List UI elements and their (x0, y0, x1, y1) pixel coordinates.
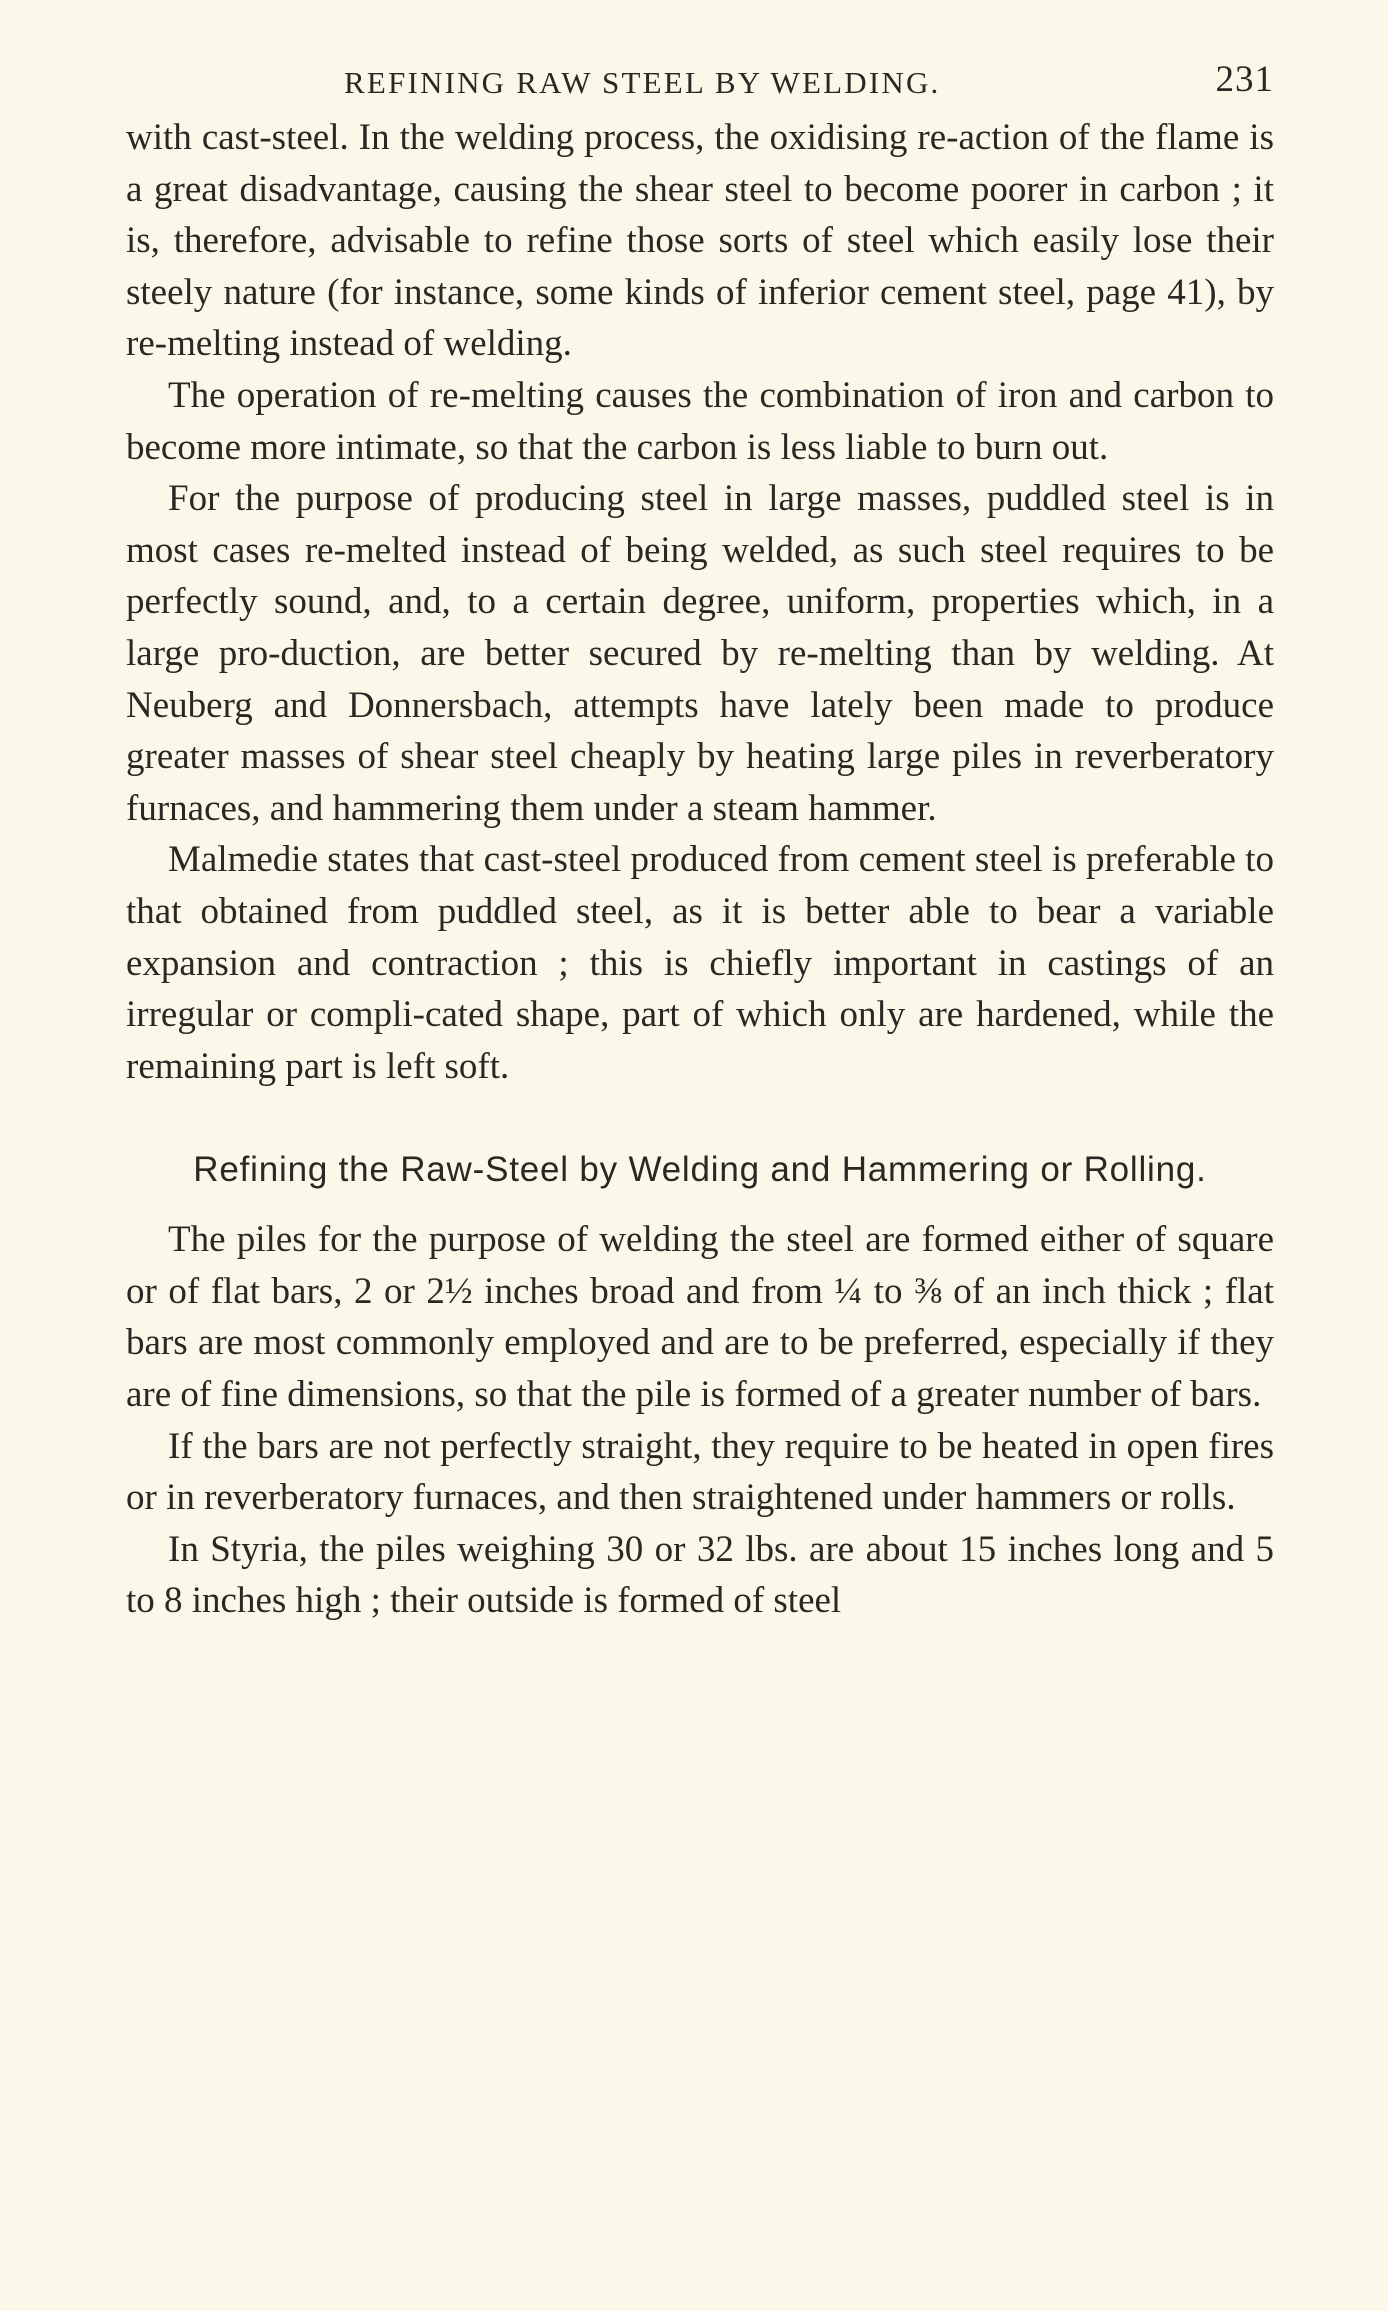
paragraph-large-masses: For the purpose of producing steel in large masses, puddled steel is in most cases re-melted instead of being welded, as such steel requires to be perfectly sound, and, to a certain degree, uniform, properties which, in a large pro-duction, are better secured by re-melting than by welding. At Neuberg and Donnersbach, attempts have lately been made to produce greater masses of shear steel cheaply by heating large piles in reverberatory furnaces, and hammering them under a steam hammer. (126, 478, 1274, 829)
paragraph-re-melting: The operation of re-melting causes the combination of iron and carbon to become more intimate, so that the carbon is less liable to burn out. (126, 374, 1274, 468)
paragraph-styria: In Styria, the piles weighing 30 or 32 lbs. are about 15 inches long and 5 to 8 inches high ; their outside is formed of steel (126, 1528, 1274, 1622)
page-number: 231 (1215, 59, 1274, 100)
paragraph-continuation: with cast-steel. In the welding process, the oxidising re-action of the flame is a great disadvantage, causing the shear steel to become poorer in carbon ; it is, therefore, advisable to refine those sorts of steel which easily lose their steely nature (for instance, some kinds of inferior cement steel, page 41), by re-melting instead of welding. (126, 117, 1274, 365)
running-title: REFINING RAW STEEL BY WELDING. (344, 65, 941, 100)
book-page (126, 52, 1274, 2252)
running-head (126, 52, 1274, 112)
paragraph-straightening: If the bars are not perfectly straight, they require to be heated in open fires or in reverberatory furnaces, and then straightened under hammers or rolls. (126, 1425, 1274, 1519)
section-heading-text: Refining the Raw-Steel by Welding and Hammering or Rolling. (193, 1150, 1207, 1190)
section-spacing (126, 1092, 1274, 1144)
page-text (126, 112, 1274, 1627)
paragraph-piles: The piles for the purpose of welding the steel are formed either of square or of flat bars, 2 or 2½ inches broad and from ¼ to ⅜ of an inch thick ; flat bars are most commonly employed and are to be preferred, especially if they are of fine dimensions, so that the pile is formed of a greater number of bars. (126, 1219, 1274, 1416)
paragraph-malmedie: Malmedie states that cast-steel produced from cement steel is preferable to that obtained from puddled steel, as it is better able to bear a variable expansion and contraction ; this is chiefly important in castings of an irregular or compli-cated shape, part of which only are hardened, while the remaining part is left soft. (126, 839, 1274, 1087)
section-heading (126, 1144, 1274, 1196)
